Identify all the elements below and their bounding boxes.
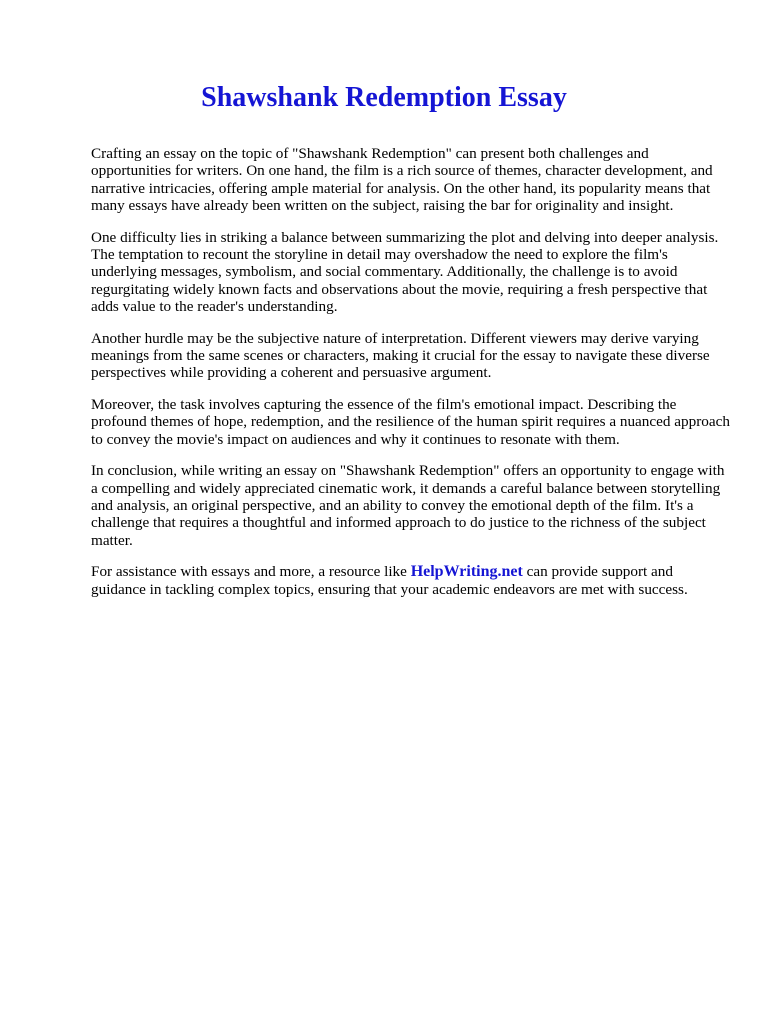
paragraph-conclusion: In conclusion, while writing an essay on "Shawshank Redemption" offers an opportunity to engage with a compelling and widely appreciated cinematic work, it demands a careful balance between storytelling and analysis, an original perspective, and an ability to convey the emotional depth of the film. It's a challenge that requires a thoughtful and informed approach to do justice to the richness of the subject matter. (91, 462, 725, 549)
closing-text-after: can provide support and guidance in tackling complex topics, ensuring that your academic endeavors are met with success. (91, 563, 688, 598)
paragraph-closing (91, 563, 731, 598)
paragraph-intro: Crafting an essay on the topic of "Shawshank Redemption" can present both challenges and opportunities for writers. On one hand, the film is a rich source of themes, character development, and narrative intricacies, offering ample material for analysis. On the other hand, its popularity means that many essays have already been written on the subject, raising the bar for originality and insight. (91, 145, 713, 215)
paragraph-emotional-impact: Moreover, the task involves capturing the essence of the film's emotional impact. Describing the profound themes of hope, redemption, and the resilience of the human spirit requires a nuanced approach to convey the movie's impact on audiences and why it continues to resonate with them. (91, 395, 730, 448)
page-title: Shawshank Redemption Essay (201, 82, 567, 113)
paragraph-difficulty: One difficulty lies in striking a balance between summarizing the plot and delving into deeper analysis. The temptation to recount the storyline in detail may overshadow the need to explore the film's underlying messages, symbolism, and social commentary. Additionally, the challenge is to avoid regurgitating widely known facts and observations about the movie, requiring a fresh perspective that adds value to the reader's understanding. (91, 228, 719, 316)
closing-text-before: For assistance with essays and more, a resource like (91, 563, 411, 581)
paragraph-interpretation: Another hurdle may be the subjective nature of interpretation. Different viewers may derive varying meanings from the same scenes or characters, making it crucial for the essay to navigate these diverse perspectives while providing a coherent and persuasive argument. (91, 329, 710, 382)
essay-body (91, 145, 731, 612)
helpwriting-link[interactable]: HelpWriting.net (410, 563, 523, 581)
